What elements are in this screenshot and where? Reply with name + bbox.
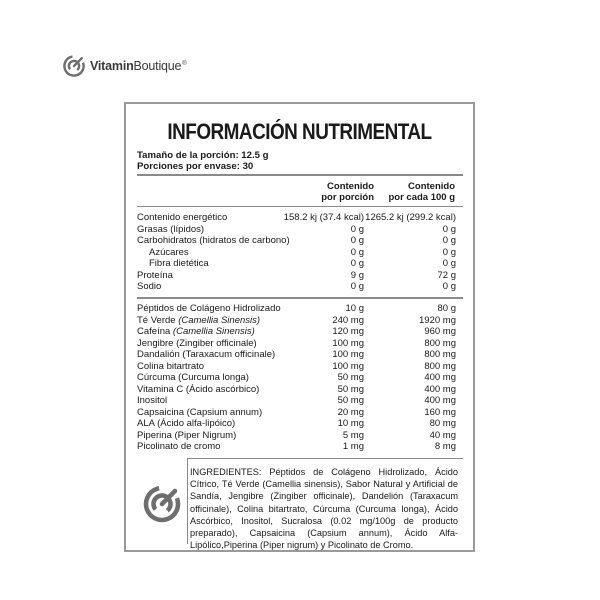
per-100g-value: 40 mg [429,429,456,441]
nutrition-label-panel [124,102,475,552]
brand-name-strong: Vitamin [90,59,134,73]
per-serving-value: 10 mg [337,418,364,429]
nutrient-row [137,247,463,259]
serving-info [137,150,269,172]
serving-size: Tamaño de la porción: 12.5 g [137,150,269,161]
per-100g-value: 800 mg [424,360,456,372]
active-name-cell [137,395,167,407]
active-name: Cafeína [137,326,171,337]
per-100g-value: 800 mg [424,349,456,360]
nutrient-row [137,212,463,224]
active-name: Capsaicina (Capsium annum) [137,406,263,418]
per-serving-value: 50 mg [337,372,364,383]
active-name: Té Verde [137,314,176,326]
divider-top [137,174,463,176]
label-title: INFORMACIÓN NUTRIMENTAL [167,119,432,144]
divider-header [137,206,463,207]
brand-name [90,59,187,73]
active-name: Dandalión (Taraxacum officinale) [137,349,276,360]
nutrient-name: Carbohidratos (hidratos de carbono) [137,235,290,246]
per-100g-value: 0 g [442,246,456,258]
column-header-line: por cada 100 g [388,191,455,203]
column-header-line: Contenido [327,181,374,192]
per-serving-value: 1 mg [342,441,364,452]
active-row [137,407,463,419]
active-name-cell [137,326,255,338]
nutrient-row [137,270,463,282]
active-row [137,303,463,315]
active-row [137,326,463,338]
active-row [137,384,463,396]
per-serving-value: 0 g [350,281,364,292]
per-serving-value: 120 mg [332,326,364,337]
active-name-cell [137,303,281,315]
active-name: Picolinato de cromo [137,441,221,452]
per-serving-value: 20 mg [337,406,364,418]
per-serving-value: 0 g [350,235,364,246]
nutrient-name: Sodio [137,281,162,292]
active-scientific-name: (Camellia Sinensis) [172,326,255,337]
per-serving-value: 100 mg [332,337,364,349]
active-name-cell [137,361,204,373]
active-row [137,338,463,350]
per-100g-value: 960 mg [424,326,456,337]
nutrient-name: Proteína [137,269,173,281]
active-name-cell [137,384,259,396]
per-100g-value: 80 g [437,303,456,314]
active-name: Inositol [137,395,168,406]
active-name: ALA (Ácido alfa-lipóico) [137,418,236,429]
nutrient-row [137,235,463,247]
active-name: Jengibre (Zingiber officinale) [137,337,257,349]
nutrient-name: Fibra dietética [149,258,209,269]
per-100g-value: 0 g [442,235,456,246]
per-100g-value: 8 mg [434,441,456,452]
active-name-cell [137,315,260,327]
per-100g-value: 0 g [442,281,456,292]
active-row [137,418,463,430]
active-name: Colina bitartrato [137,360,205,372]
per-serving-value: 5 mg [342,429,364,441]
per-100g-value: 1265.2 kj (299.2 kcal) [365,212,456,223]
active-row [137,441,463,453]
active-row [137,372,463,384]
registered-mark: ® [182,60,187,67]
active-name: Péptidos de Colágeno Hidrolizado [137,303,281,314]
active-name: Piperina (Piper Nigrum) [137,429,237,441]
vitamin-boutique-swirl-icon [142,484,182,524]
per-100g-value: 400 mg [424,372,456,383]
vitamin-boutique-swirl-icon [62,54,86,78]
active-name-cell [137,430,236,442]
per-serving-value: 158.2 kj (37.4 kcal) [283,212,364,223]
active-row [137,395,463,407]
nutrient-name: Azúcares [149,246,189,258]
nutrient-row [137,258,463,270]
servings-per-container: Porciones por envase: 30 [137,161,254,172]
active-scientific-name: (Camellia Sinensis) [178,314,261,326]
per-100g-value: 72 g [437,269,456,281]
ingredients-text: INGREDIENTES: Péptidos de Colágeno Hidrolizado, Ácido Cítrico, Té Verde (Camellia sinensis), Sabor Natural y Artificial de Sandía, Jengibre (Zingiber officinale), Dandelión (Taraxacum officinale), Colina bitartrato, Cúrcuma (Curcuma longa), Ácido Ascórbico, Inositol, Sucralosa (0.02 mg/100g de producto preparado), Capsaicina (Capsium annum), Ácido Alfa-Lipólico,Piperina (Piper nigrum) y Picolinato de Cromo. [190,467,458,551]
per-100g-value: 0 g [442,223,456,235]
per-serving-value: 0 g [350,246,364,258]
active-row [137,349,463,361]
nutrient-table [137,212,463,293]
brand-header [62,54,187,78]
brand-name-rest: Boutique [133,59,182,73]
nutrient-name: Grasas (lípidos) [137,223,205,235]
per-100g-value: 160 mg [424,406,456,418]
per-100g-value: 0 g [442,258,456,269]
column-header-per-serving [321,182,374,203]
per-serving-value: 9 g [350,269,364,281]
active-name-cell [137,407,262,419]
per-100g-value: 1920 mg [419,314,456,326]
per-serving-value: 50 mg [337,383,364,395]
per-serving-value: 0 g [350,258,364,269]
actives-table [137,303,463,453]
active-name: Vitamina C (Ácido ascórbico) [137,383,260,395]
column-header-per-100g [388,182,455,203]
active-name: Cúrcuma (Curcuma longa) [137,372,249,383]
nutrient-row [137,281,463,293]
nutrient-name: Contenido energético [137,212,228,223]
per-100g-value: 400 mg [424,395,456,406]
nutrient-row [137,224,463,236]
column-header-line: por porción [321,191,374,203]
divider-actives [137,297,463,299]
active-name-cell [137,441,220,453]
active-name-cell [137,418,235,430]
active-row [137,361,463,373]
active-name-cell [137,338,257,350]
per-100g-value: 800 mg [424,337,456,349]
per-serving-value: 0 g [350,223,364,235]
per-serving-value: 10 g [345,303,364,314]
per-serving-value: 100 mg [332,360,364,372]
per-serving-value: 100 mg [332,349,364,360]
active-name-cell [137,349,275,361]
per-100g-value: 80 mg [429,418,456,429]
active-name-cell [137,372,249,384]
per-100g-value: 400 mg [424,383,456,395]
per-serving-value: 50 mg [337,395,364,406]
active-row [137,430,463,442]
column-header-line: Contenido [408,181,455,192]
active-row [137,315,463,327]
per-serving-value: 240 mg [332,314,364,326]
